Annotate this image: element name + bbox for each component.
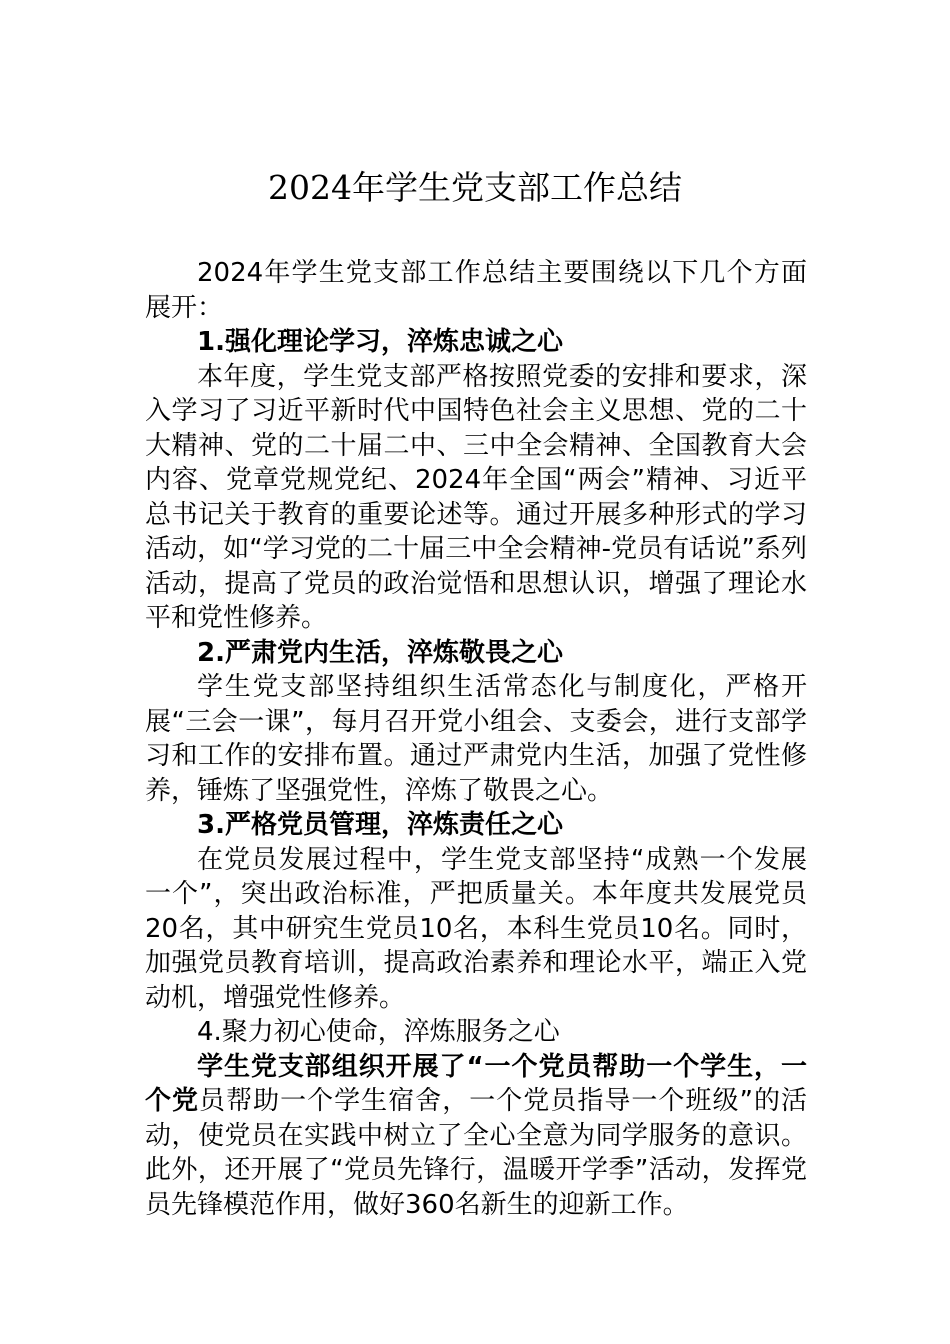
section-3-heading: 3.严格党员管理，淬炼责任之心: [197, 810, 563, 840]
section-2-heading: 2.严肃党内生活，淬炼敬畏之心: [197, 637, 563, 668]
document-body: [145, 256, 807, 1222]
section-1-paragraph: 本年度，学生党支部严格按照党委的安排和要求，深入学习了习近平新时代中国特色社会主义思想、党的二十大精神、党的二十届二中、三中全会精神、全国教育大会内容、党章党规党纪、2024年全国“两会”精神、习近平总书记关于教育的重要论述等。通过开展多种形式的学习活动，如“学习党的二十届三中全会精神-党员有话说”系列活动，提高了党员的政治觉悟和思想认识，增强了理论水平和党性修养。: [145, 361, 807, 633]
section-3-paragraph: 在党员发展过程中，学生党支部坚持“成熟一个发展一个”，突出政治标准，严把质量关。本年度共发展党员20名，其中研究生党员10名，本科生党员10名。同时，加强党员教育培训，提高政治素养和理论水平，端正入党动机，增强党性修养。: [145, 844, 807, 1013]
section-2-paragraph: 学生党支部坚持组织生活常态化与制度化，严格开展“三会一课”，每月召开党小组会、支委会，进行支部学习和工作的安排布置。通过严肃党内生活，加强了党性修养，锤炼了坚强党性，淬炼了敬畏之心。: [145, 672, 807, 806]
document-title: 2024年学生党支部工作总结: [268, 168, 682, 207]
section-4-rest-text: 员帮助一个学生宿舍，一个党员指导一个班级”的活动，使党员在实践中树立了全心全意为同学服务的意识。此外，还开展了“党员先锋行，温暖开学季”活动，发挥党员先锋模范作用，做好360名新生的迎新工作。: [145, 1086, 807, 1220]
section-4-heading: 4.聚力初心使命，淬炼服务之心: [197, 1017, 560, 1047]
section-4-paragraph: [145, 1050, 807, 1223]
section-4-bold-text: 学生党支部组织开展了“一个党员帮助一个学生，一个党: [145, 1051, 807, 1116]
intro-paragraph: 2024年学生党支部工作总结主要围绕以下几个方面展开：: [145, 258, 807, 323]
section-1-heading: 1.强化理论学习，淬炼忠诚之心: [197, 327, 563, 357]
